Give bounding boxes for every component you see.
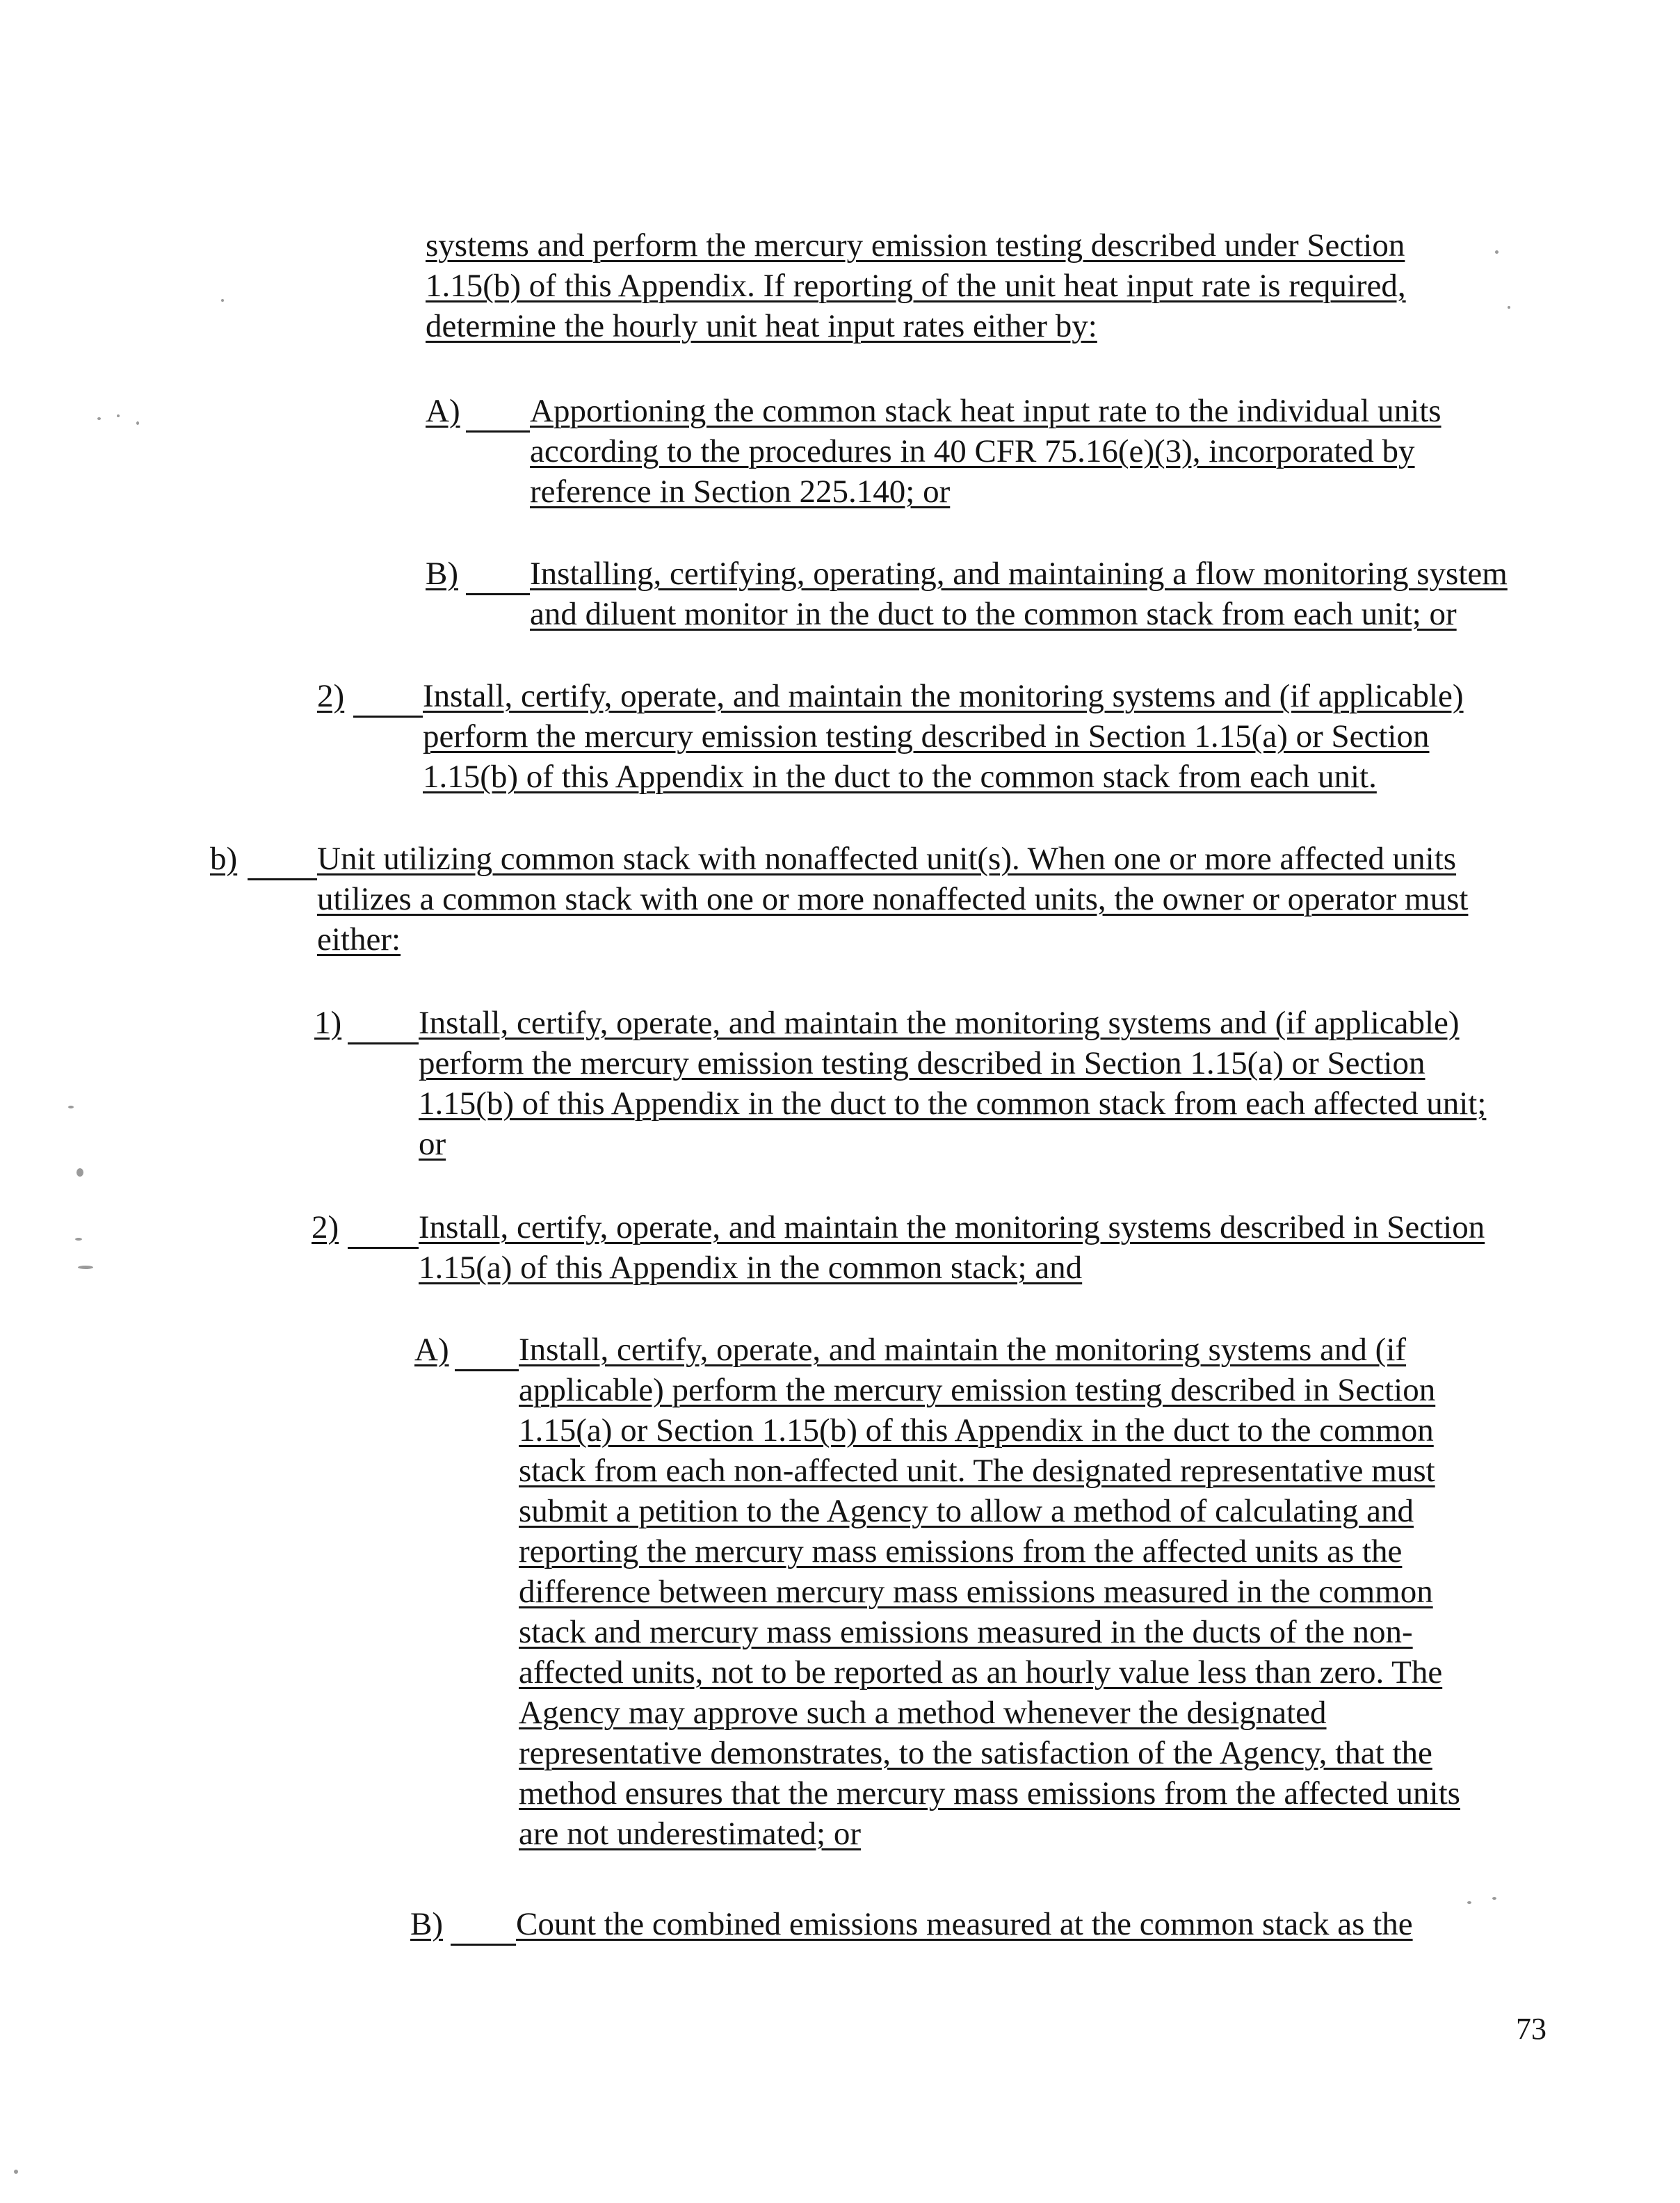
text-line: 1.15(b) of this Appendix in the duct to the common stack from each affected unit; (419, 1086, 1487, 1122)
text-line: either: (317, 921, 401, 958)
text-line: affected units, not to be reported as an hourly value less than zero. The (519, 1654, 1443, 1690)
text-line: 1.15(a) or Section 1.15(b) of this Appendix in the duct to the common (519, 1412, 1434, 1449)
text-line: difference between mercury mass emissions measured in the common (519, 1574, 1433, 1610)
label-rule (451, 1944, 516, 1946)
label-rule (348, 1247, 419, 1249)
text-line: Install, certify, operate, and maintain the monitoring systems and (if applicable) (419, 1005, 1460, 1041)
text-line: and diluent monitor in the duct to the common stack from each unit; or (530, 596, 1457, 632)
text-line: Unit utilizing common stack with nonaffected unit(s). When one or more affected units (317, 841, 1457, 877)
item-label: B) (426, 556, 458, 592)
label-rule (248, 878, 317, 880)
text-line: representative demonstrates, to the satisfaction of the Agency, that the (519, 1735, 1432, 1771)
text-line: or (419, 1126, 446, 1162)
label-rule (348, 1042, 419, 1044)
text-line: determine the hourly unit heat input rates either by: (426, 308, 1097, 344)
item-label: 1) (314, 1005, 342, 1041)
item-label: 2) (317, 678, 345, 714)
text-line: utilizes a common stack with one or more nonaffected units, the owner or operator must (317, 881, 1469, 917)
label-rule (455, 1369, 519, 1371)
text-line: submit a petition to the Agency to allow a method of calculating and (519, 1493, 1414, 1529)
text-line: according to the procedures in 40 CFR 75.16(e)(3), incorporated by (530, 433, 1415, 469)
item-label: A) (414, 1332, 449, 1368)
section-label: b) (210, 841, 238, 877)
item-label: A) (426, 393, 460, 429)
text-line: 1.15(b) of this Appendix. If reporting of the unit heat input rate is required, (426, 268, 1406, 304)
text-line: systems and perform the mercury emission testing described under Section (426, 227, 1405, 264)
text-line: are not underestimated; or (519, 1816, 862, 1852)
text-line: perform the mercury emission testing described in Section 1.15(a) or Section (423, 718, 1430, 754)
text-line: 1.15(b) of this Appendix in the duct to the common stack from each unit. (423, 759, 1377, 795)
text-line: perform the mercury emission testing described in Section 1.15(a) or Section (419, 1045, 1425, 1081)
text-line: Agency may approve such a method whenever the designated (519, 1695, 1327, 1731)
text-line: stack from each non-affected unit. The designated representative must (519, 1453, 1435, 1489)
text-line: Install, certify, operate, and maintain the monitoring systems described in Section (419, 1209, 1485, 1245)
text-line: Installing, certifying, operating, and maintaining a flow monitoring system (530, 556, 1508, 592)
text-line: Install, certify, operate, and maintain the monitoring systems and (if applicable) (423, 678, 1464, 714)
text-line: Count the combined emissions measured at the common stack as the (516, 1906, 1413, 1942)
label-rule (466, 593, 530, 595)
text-line: reporting the mercury mass emissions from the affected units as the (519, 1533, 1403, 1569)
item-label: 2) (312, 1209, 339, 1245)
label-rule (353, 716, 423, 718)
text-line: applicable) perform the mercury emission testing described in Section (519, 1372, 1436, 1408)
page-number: 73 (1516, 2012, 1546, 2046)
text-line: method ensures that the mercury mass emissions from the affected units (519, 1775, 1460, 1811)
text-line: stack and mercury mass emissions measured in the ducts of the non- (519, 1614, 1413, 1650)
text-line: Install, certify, operate, and maintain the monitoring systems and (if (519, 1332, 1407, 1368)
text-line: 1.15(a) of this Appendix in the common stack; and (419, 1250, 1083, 1286)
text-line: Apportioning the common stack heat input rate to the individual units (530, 393, 1441, 429)
text-line: reference in Section 225.140; or (530, 474, 951, 510)
item-label: B) (410, 1906, 443, 1942)
label-rule (466, 430, 530, 433)
